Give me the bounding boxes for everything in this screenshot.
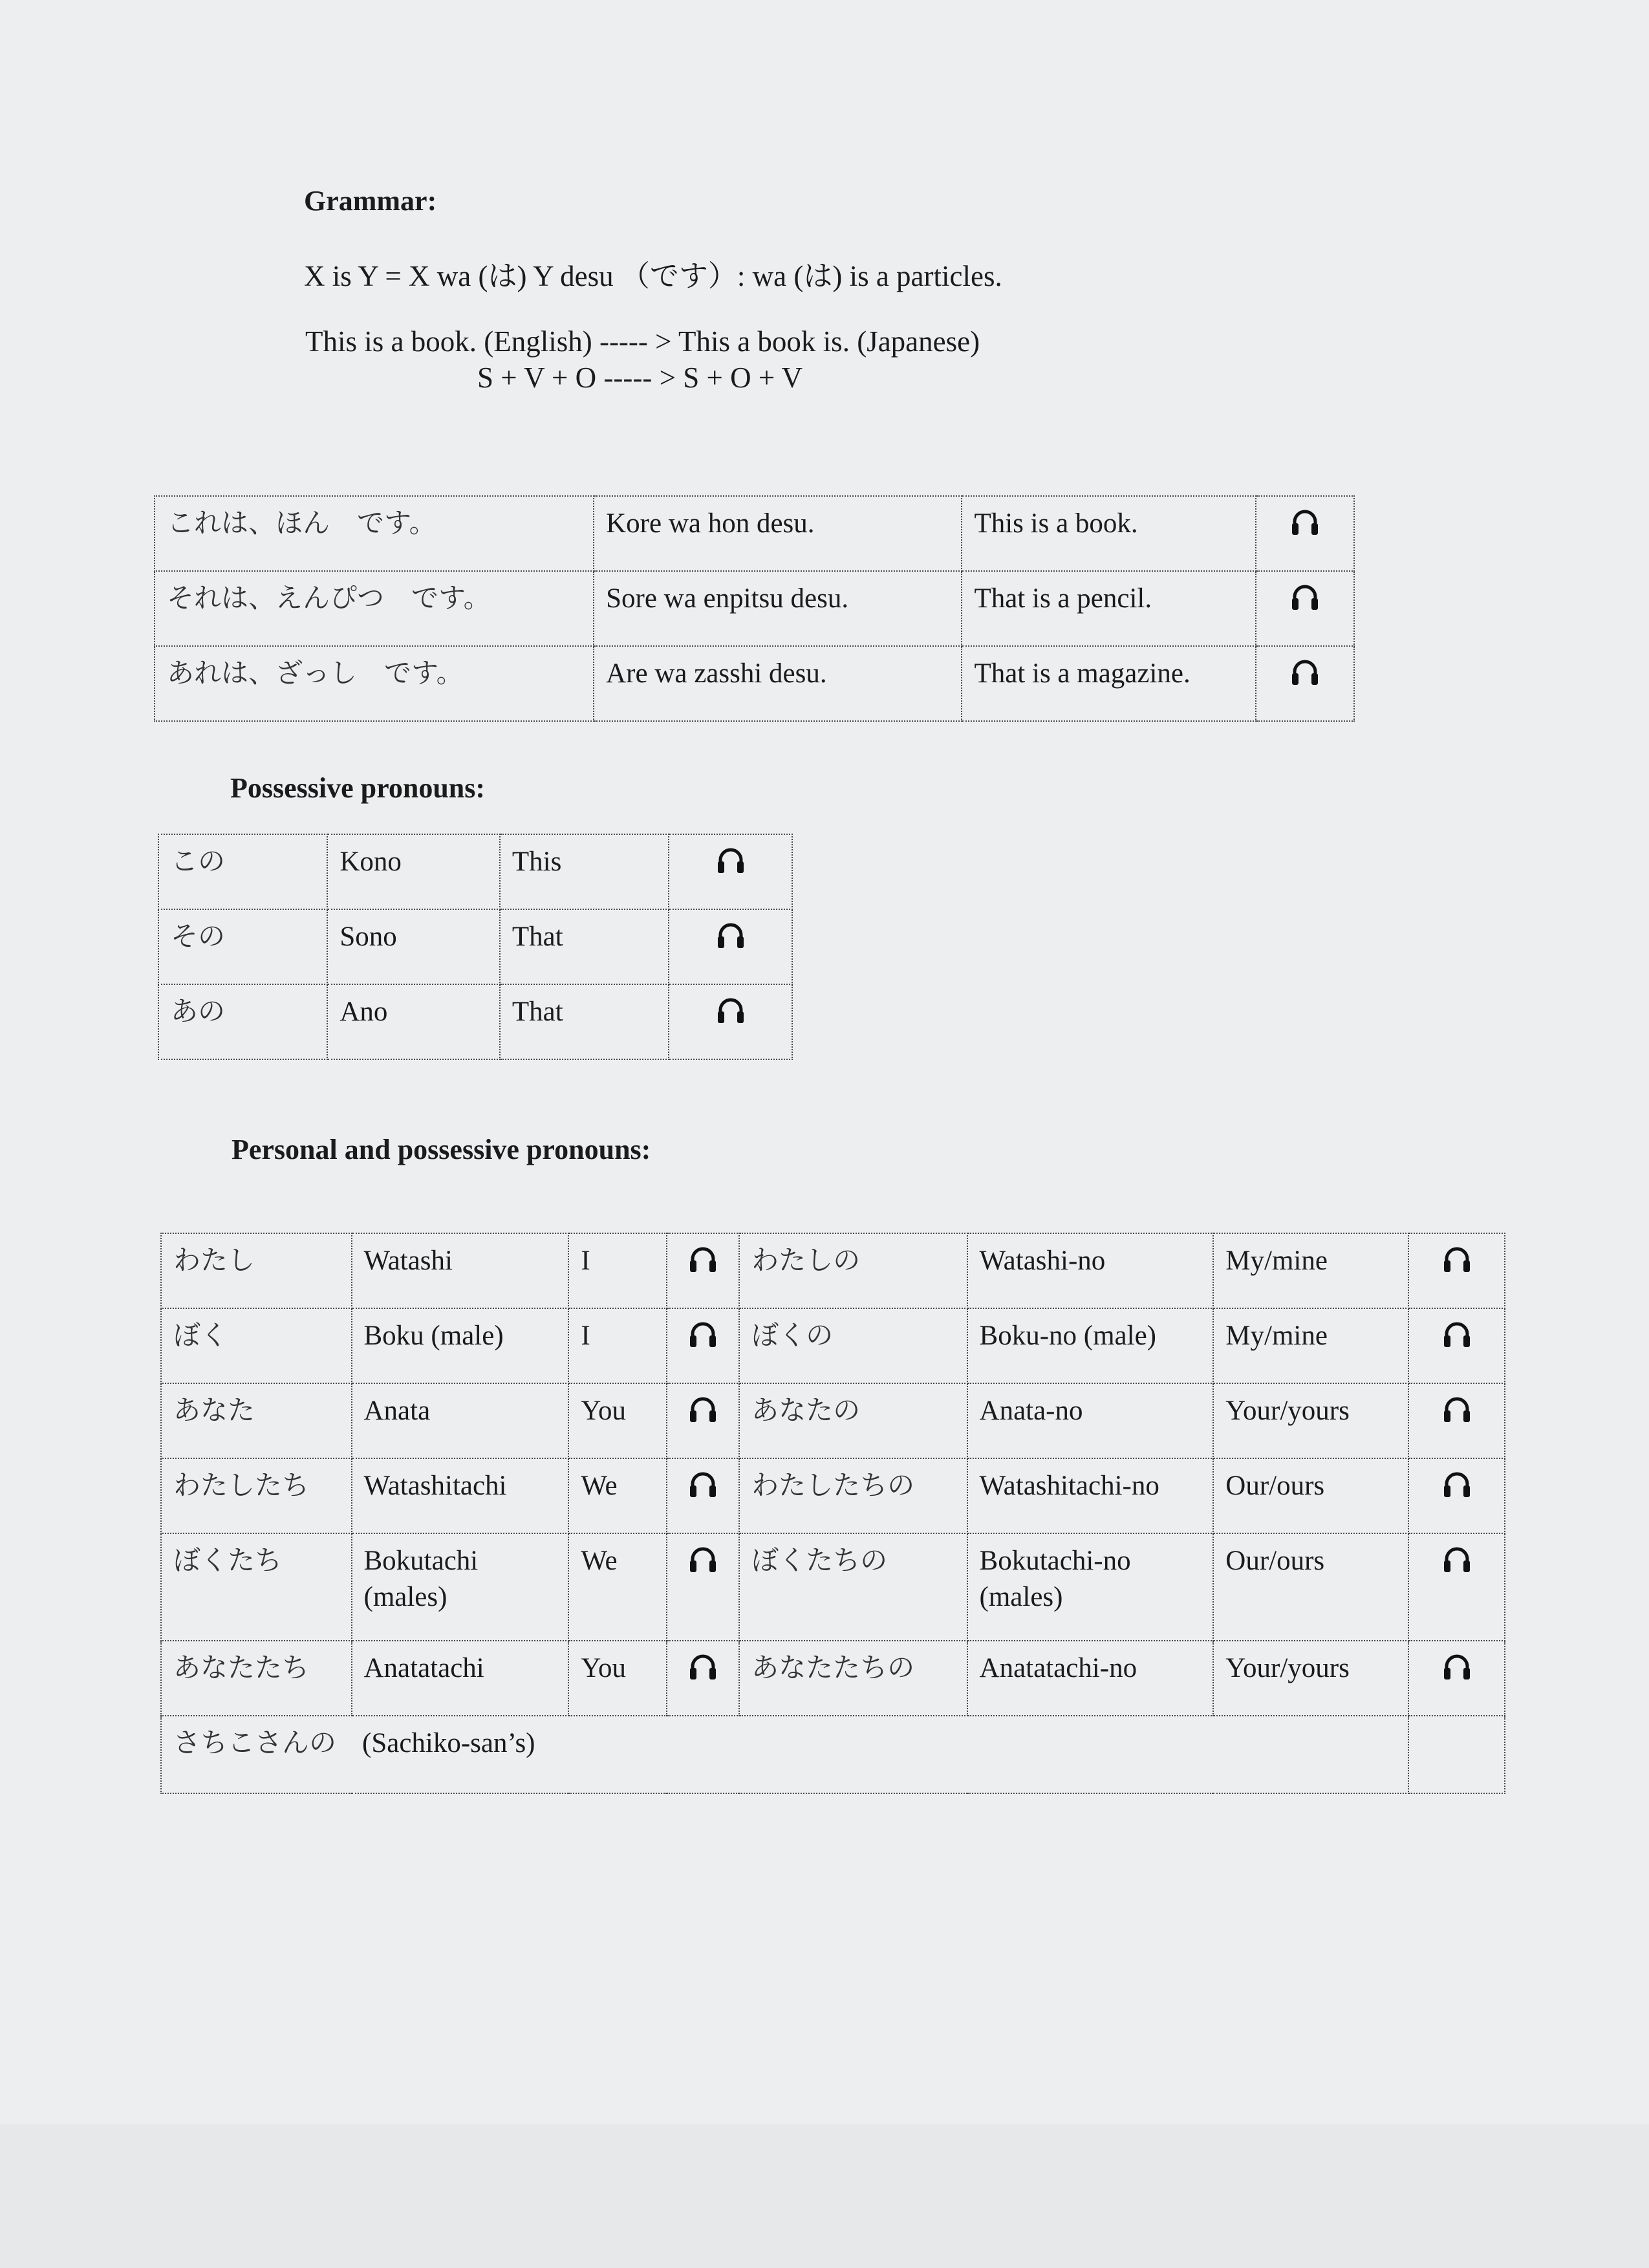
personal-english: I bbox=[568, 1233, 667, 1308]
possessive-form-romaji: Bokutachi-no (males) bbox=[967, 1533, 1214, 1641]
grammar-rule: X is Y = X wa (は) Y desu （です）: wa (は) is a particles. bbox=[304, 260, 1002, 292]
possessive-form-english: Your/yours bbox=[1213, 1383, 1408, 1458]
personal-romaji: Bokutachi (males) bbox=[352, 1533, 569, 1641]
possessive-form-japanese: わたしの bbox=[739, 1233, 967, 1308]
headphones-icon bbox=[715, 919, 747, 951]
headphones-icon bbox=[687, 1393, 719, 1425]
sentence-romaji: Are wa zasshi desu. bbox=[594, 646, 962, 721]
headphones-icon bbox=[687, 1468, 719, 1500]
possessive-form-english: My/mine bbox=[1213, 1308, 1408, 1383]
personal-audio-button[interactable] bbox=[667, 1641, 739, 1716]
possessive-form-audio-button[interactable] bbox=[1408, 1533, 1505, 1641]
possessive-form-romaji: Anata-no bbox=[967, 1383, 1214, 1458]
possessive-form-audio-button[interactable] bbox=[1408, 1233, 1505, 1308]
possessive-romaji: Ano bbox=[327, 984, 500, 1059]
personal-romaji: Anata bbox=[352, 1383, 569, 1458]
personal-heading: Personal and possessive pronouns: bbox=[232, 1134, 651, 1165]
headphones-icon bbox=[1441, 1243, 1473, 1275]
personal-english: You bbox=[568, 1641, 667, 1716]
possessive-heading: Possessive pronouns: bbox=[230, 772, 486, 804]
footer-japanese: さちこさんの bbox=[173, 1727, 337, 1758]
possessive-romaji: Kono bbox=[327, 834, 500, 909]
sentence-japanese: これは、ほん です。 bbox=[155, 496, 594, 571]
possessive-audio-button[interactable] bbox=[669, 834, 792, 909]
possessive-form-romaji: Anatatachi-no bbox=[967, 1641, 1214, 1716]
possessive-table bbox=[158, 834, 793, 1060]
possessive-japanese: あの bbox=[158, 984, 327, 1059]
personal-romaji: Anatatachi bbox=[352, 1641, 569, 1716]
headphones-icon bbox=[1441, 1543, 1473, 1575]
possessive-form-english: Our/ours bbox=[1213, 1458, 1408, 1533]
headphones-icon bbox=[687, 1243, 719, 1275]
possessive-form-japanese: ぼくの bbox=[739, 1308, 967, 1383]
sentences-table bbox=[154, 495, 1355, 722]
personal-japanese: わたし bbox=[161, 1233, 352, 1308]
personal-japanese: ぼくたち bbox=[161, 1533, 352, 1641]
possessive-form-romaji: Boku-no (male) bbox=[967, 1308, 1214, 1383]
personal-row bbox=[161, 1533, 1505, 1641]
headphones-icon bbox=[687, 1318, 719, 1350]
possessive-japanese: この bbox=[158, 834, 327, 909]
headphones-icon bbox=[1289, 506, 1321, 538]
personal-row bbox=[161, 1233, 1505, 1308]
personal-english: We bbox=[568, 1458, 667, 1533]
personal-japanese: あなた bbox=[161, 1383, 352, 1458]
personal-footer-cell bbox=[161, 1716, 1408, 1793]
personal-audio-button[interactable] bbox=[667, 1458, 739, 1533]
possessive-form-audio-button[interactable] bbox=[1408, 1458, 1505, 1533]
possessive-japanese: その bbox=[158, 909, 327, 984]
headphones-icon bbox=[1289, 581, 1321, 613]
grammar-heading: Grammar: bbox=[304, 185, 437, 217]
headphones-icon bbox=[687, 1650, 719, 1683]
sentence-row bbox=[155, 571, 1354, 646]
possessive-row bbox=[158, 834, 792, 909]
possessive-english: That bbox=[500, 984, 669, 1059]
personal-romaji: Watashi bbox=[352, 1233, 569, 1308]
possessive-form-romaji: Watashitachi-no bbox=[967, 1458, 1214, 1533]
headphones-icon bbox=[1441, 1650, 1473, 1683]
possessive-row bbox=[158, 984, 792, 1059]
sentence-japanese: それは、えんぴつ です。 bbox=[155, 571, 594, 646]
personal-footer-row bbox=[161, 1716, 1505, 1793]
headphones-icon bbox=[1289, 656, 1321, 688]
personal-audio-button[interactable] bbox=[667, 1533, 739, 1641]
personal-table bbox=[160, 1233, 1505, 1794]
personal-romaji: Boku (male) bbox=[352, 1308, 569, 1383]
personal-english: We bbox=[568, 1533, 667, 1641]
possessive-form-english: Your/yours bbox=[1213, 1641, 1408, 1716]
personal-row bbox=[161, 1383, 1505, 1458]
sentence-row bbox=[155, 646, 1354, 721]
headphones-icon bbox=[1441, 1318, 1473, 1350]
personal-japanese: ぼく bbox=[161, 1308, 352, 1383]
personal-english: I bbox=[568, 1308, 667, 1383]
personal-japanese: わたしたち bbox=[161, 1458, 352, 1533]
possessive-romaji: Sono bbox=[327, 909, 500, 984]
personal-japanese: あなたたち bbox=[161, 1641, 352, 1716]
possessive-form-japanese: あなたの bbox=[739, 1383, 967, 1458]
headphones-icon bbox=[715, 844, 747, 876]
possessive-audio-button[interactable] bbox=[669, 984, 792, 1059]
personal-audio-button[interactable] bbox=[667, 1383, 739, 1458]
sentence-row bbox=[155, 496, 1354, 571]
sentence-japanese: あれは、ざっし です。 bbox=[155, 646, 594, 721]
possessive-form-audio-button[interactable] bbox=[1408, 1383, 1505, 1458]
sentence-english: That is a pencil. bbox=[962, 571, 1256, 646]
sentence-audio-button[interactable] bbox=[1256, 571, 1354, 646]
possessive-form-romaji: Watashi-no bbox=[967, 1233, 1214, 1308]
possessive-english: That bbox=[500, 909, 669, 984]
sentence-romaji: Sore wa enpitsu desu. bbox=[594, 571, 962, 646]
sentence-audio-button[interactable] bbox=[1256, 646, 1354, 721]
page-bottom-strip bbox=[0, 2124, 1649, 2268]
grammar-structure: S + V + O ----- > S + O + V bbox=[477, 362, 803, 394]
possessive-form-japanese: わたしたちの bbox=[739, 1458, 967, 1533]
possessive-form-audio-button[interactable] bbox=[1408, 1308, 1505, 1383]
personal-audio-button[interactable] bbox=[667, 1233, 739, 1308]
grammar-example: This is a book. (English) ----- > This a book is. (Japanese) bbox=[305, 325, 980, 358]
personal-row bbox=[161, 1308, 1505, 1383]
personal-romaji: Watashitachi bbox=[352, 1458, 569, 1533]
sentence-english: That is a magazine. bbox=[962, 646, 1256, 721]
possessive-form-english: My/mine bbox=[1213, 1233, 1408, 1308]
possessive-row bbox=[158, 909, 792, 984]
possessive-form-japanese: あなたたちの bbox=[739, 1641, 967, 1716]
personal-english: You bbox=[568, 1383, 667, 1458]
sentence-romaji: Kore wa hon desu. bbox=[594, 496, 962, 571]
possessive-audio-button[interactable] bbox=[669, 909, 792, 984]
footer-english: (Sachiko-san’s) bbox=[362, 1728, 535, 1758]
personal-row bbox=[161, 1641, 1505, 1716]
personal-audio-button[interactable] bbox=[667, 1308, 739, 1383]
headphones-icon bbox=[715, 994, 747, 1026]
possessive-form-audio-button[interactable] bbox=[1408, 1641, 1505, 1716]
possessive-english: This bbox=[500, 834, 669, 909]
possessive-form-japanese: ぼくたちの bbox=[739, 1533, 967, 1641]
personal-footer-empty-cell bbox=[1408, 1716, 1505, 1793]
possessive-form-english: Our/ours bbox=[1213, 1533, 1408, 1641]
sentence-english: This is a book. bbox=[962, 496, 1256, 571]
headphones-icon bbox=[1441, 1468, 1473, 1500]
headphones-icon bbox=[687, 1543, 719, 1575]
headphones-icon bbox=[1441, 1393, 1473, 1425]
sentence-audio-button[interactable] bbox=[1256, 496, 1354, 571]
personal-row bbox=[161, 1458, 1505, 1533]
